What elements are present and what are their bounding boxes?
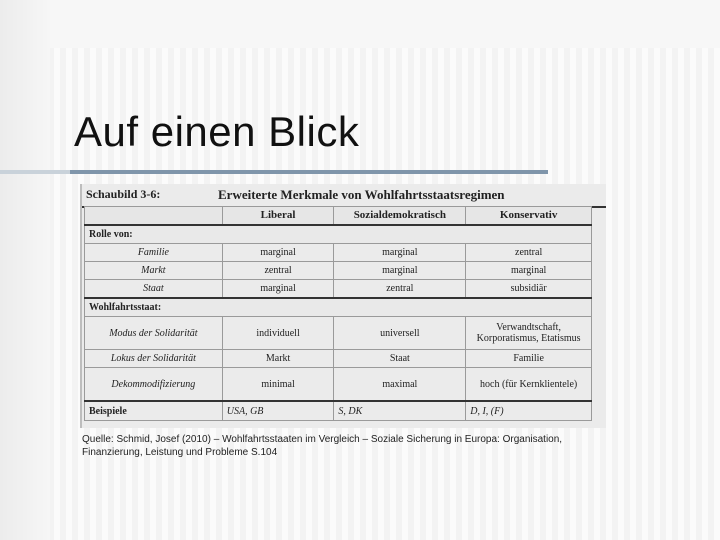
- cell-liberal: Markt: [222, 350, 334, 368]
- table-row: [85, 317, 592, 350]
- section-rolle-von: Rolle von:: [85, 225, 592, 244]
- slide-left-band: [0, 0, 50, 540]
- table-row: [85, 280, 592, 299]
- header-konservativ: Konservativ: [466, 207, 592, 226]
- row-label: Markt: [85, 262, 223, 280]
- cell-sozial: marginal: [334, 244, 466, 262]
- header-row: [85, 207, 592, 226]
- row-label: Beispiele: [85, 401, 223, 421]
- row-label: Familie: [85, 244, 223, 262]
- cell-konserv: zentral: [466, 244, 592, 262]
- cell-sozial: S, DK: [334, 401, 466, 421]
- row-label: Lokus der Solidarität: [85, 350, 223, 368]
- table-row: [85, 350, 592, 368]
- header-liberal: Liberal: [222, 207, 334, 226]
- cell-konserv: hoch (für Kernklientele): [466, 368, 592, 402]
- row-label: Modus der Solidarität: [85, 317, 223, 350]
- cell-liberal: USA, GB: [222, 401, 334, 421]
- cell-sozial: zentral: [334, 280, 466, 299]
- cell-liberal: minimal: [222, 368, 334, 402]
- slide-title: Auf einen Blick: [74, 108, 360, 155]
- figure-header: [82, 184, 606, 208]
- section-row: [85, 298, 592, 317]
- figure-number: Schaubild 3-6:: [86, 187, 161, 201]
- cell-konserv: marginal: [466, 262, 592, 280]
- cell-liberal: zentral: [222, 262, 334, 280]
- cell-liberal: marginal: [222, 280, 334, 299]
- scanned-figure: [80, 184, 606, 428]
- source-citation: [82, 433, 602, 459]
- beispiele-row: [85, 401, 592, 421]
- table-row: [85, 368, 592, 402]
- table-row: [85, 244, 592, 262]
- row-label: Staat: [85, 280, 223, 299]
- cell-konserv: subsidiär: [466, 280, 592, 299]
- title-underline-left: [0, 170, 70, 174]
- row-label: Dekommodifizierung: [85, 368, 223, 402]
- slide-top-band: [0, 0, 720, 48]
- cell-liberal: marginal: [222, 244, 334, 262]
- section-row: [85, 225, 592, 244]
- cell-liberal: individuell: [222, 317, 334, 350]
- title-underline: [70, 170, 548, 174]
- section-wohlfahrtsstaat: Wohlfahrtsstaat:: [85, 298, 592, 317]
- cell-sozial: Staat: [334, 350, 466, 368]
- table-row: [85, 262, 592, 280]
- header-sozialdemokratisch: Sozialdemokratisch: [334, 207, 466, 226]
- cell-sozial: marginal: [334, 262, 466, 280]
- header-empty: [85, 207, 223, 226]
- cell-konserv: Familie: [466, 350, 592, 368]
- cell-sozial: maximal: [334, 368, 466, 402]
- cell-sozial: universell: [334, 317, 466, 350]
- cell-konserv: D, I, (F): [466, 401, 592, 421]
- source-line-1: Quelle: Schmid, Josef (2010) – Wohlfahrtsstaaten im Vergleich – Soziale Sicherung in Europa: Organisation,: [82, 434, 563, 445]
- source-line-2: Finanzierung, Leistung und Probleme S.104: [82, 447, 278, 458]
- figure-caption: Erweiterte Merkmale von Wohlfahrtsstaatsregimen: [218, 187, 505, 202]
- cell-konserv: Verwandtschaft, Korporatismus, Etatismus: [466, 317, 592, 350]
- regime-table: [84, 206, 592, 421]
